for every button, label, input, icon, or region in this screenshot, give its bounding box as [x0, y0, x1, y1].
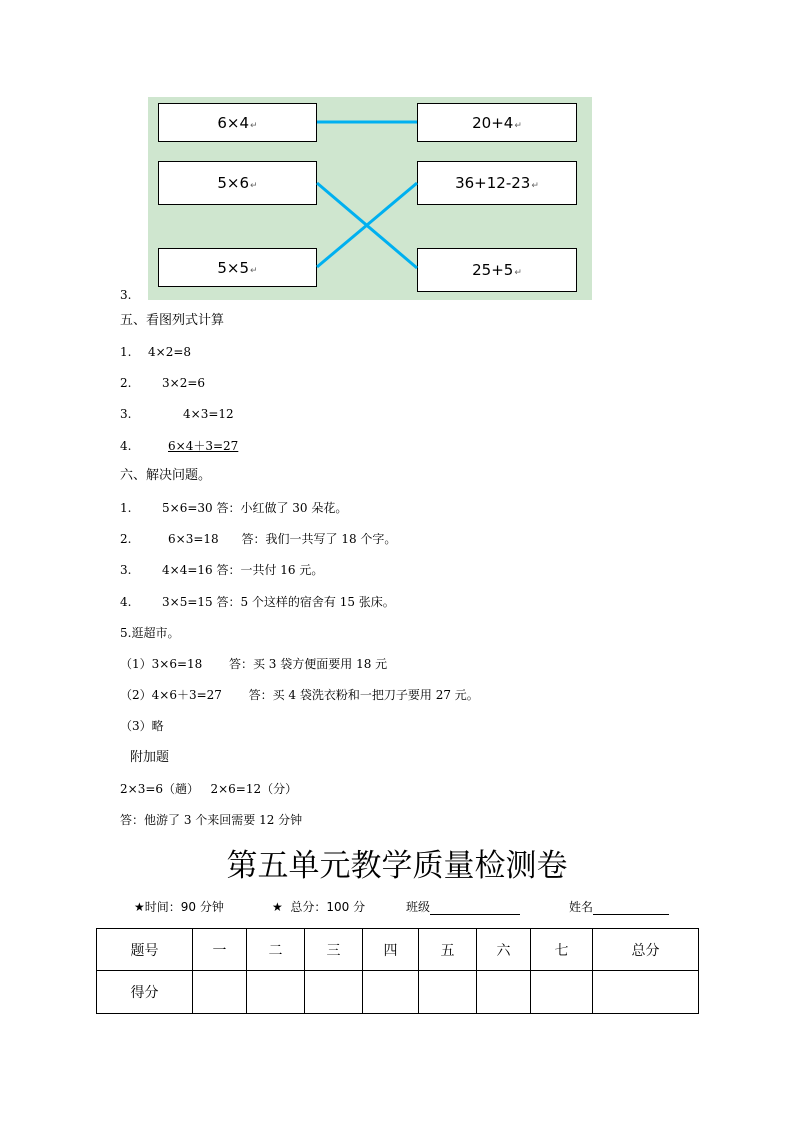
- matching-panel: [148, 97, 592, 300]
- class-label: 班级: [406, 900, 431, 914]
- left-box-2-text: 5×6: [217, 174, 250, 192]
- name-blank[interactable]: [593, 902, 669, 915]
- header-cell: 七: [531, 929, 593, 971]
- left-box-3-text: 5×5: [217, 258, 250, 277]
- score-cell[interactable]: [363, 971, 419, 1014]
- name-label: 姓名: [569, 900, 594, 914]
- extra-question-line: 2×3=6（趟） 2×6=12（分）: [120, 782, 298, 796]
- item-number: 3.: [120, 288, 132, 302]
- score-cell[interactable]: [193, 971, 247, 1014]
- section6-item-num: 2.: [120, 532, 132, 546]
- section5-heading: 五、看图列式计算: [120, 313, 225, 328]
- score-cell[interactable]: [531, 971, 593, 1014]
- score-cell[interactable]: [593, 971, 699, 1014]
- exam-title: 第五单元教学质量检测卷: [226, 848, 568, 884]
- section6-heading: 六、解决问题。: [120, 468, 212, 483]
- return-mark: ↵: [514, 120, 522, 131]
- section5-item-text: 3×2=6: [162, 376, 206, 390]
- section6-item5-sub: （2）4×6＋3=27 答：买 4 袋洗衣粉和一把刀子要用 27 元。: [120, 688, 479, 702]
- right-box-2-text: 36+12-23: [455, 174, 531, 192]
- score-table: [96, 928, 699, 1014]
- section6-item5-sub: （3）略: [120, 719, 164, 733]
- score-cell[interactable]: [305, 971, 363, 1014]
- return-mark: ↵: [531, 181, 539, 191]
- section5-item-num: 3.: [120, 407, 132, 421]
- header-cell: 二: [247, 929, 305, 971]
- section5-item-num: 4.: [120, 439, 132, 453]
- return-mark: ↵: [250, 181, 258, 191]
- header-cell: 六: [477, 929, 531, 971]
- section6-item5-sub: （1）3×6=18 答：买 3 袋方便面要用 18 元: [120, 657, 388, 671]
- section5-item-num: 1.: [120, 345, 132, 359]
- left-box-1-text: 6×4: [217, 113, 250, 132]
- section5-item-text: 6×4＋3=27: [168, 439, 239, 453]
- header-cell: 三: [305, 929, 363, 971]
- right-box-1-text: 20+4: [472, 113, 514, 132]
- right-box-3-text: 25+5: [472, 261, 514, 279]
- time-label: ★时间：90 分钟: [134, 900, 224, 914]
- section6-item-num: 3.: [120, 563, 132, 577]
- score-cell[interactable]: [477, 971, 531, 1014]
- matching-lines: [148, 97, 592, 300]
- score-table-header-row: [97, 929, 699, 971]
- score-cell[interactable]: [419, 971, 477, 1014]
- section6-item-text: 5×6=30 答：小红做了 30 朵花。: [162, 501, 348, 515]
- return-mark: ↵: [250, 120, 258, 131]
- section6-item-num: 4.: [120, 595, 132, 609]
- class-blank[interactable]: [430, 902, 520, 915]
- class-field[interactable]: [406, 899, 520, 915]
- header-cell: 一: [193, 929, 247, 971]
- score-row-label: 得分: [97, 971, 193, 1014]
- header-cell: 题号: [97, 929, 193, 971]
- header-cell: 总分: [593, 929, 699, 971]
- section6-item-text: 6×3=18 答：我们一共写了 18 个字。: [168, 532, 397, 546]
- section6-item-num: 1.: [120, 501, 132, 515]
- return-mark: ↵: [514, 268, 522, 278]
- return-mark: ↵: [250, 265, 258, 276]
- extra-question-answer: 答：他游了 3 个来回需要 12 分钟: [120, 813, 303, 827]
- section6-item5-title: 5.逛超市。: [120, 626, 180, 640]
- header-cell: 四: [363, 929, 419, 971]
- total-score-label: ★ 总分：100 分: [272, 900, 366, 914]
- section5-item-num: 2.: [120, 376, 132, 390]
- score-cell[interactable]: [247, 971, 305, 1014]
- section5-item-text: 4×2=8: [148, 345, 192, 359]
- section6-item-text: 3×5=15 答：5 个这样的宿舍有 15 张床。: [162, 595, 395, 609]
- section6-item-text: 4×4=16 答：一共付 16 元。: [162, 563, 324, 577]
- name-field[interactable]: [569, 899, 669, 915]
- extra-question-title: 附加题: [130, 750, 170, 765]
- section5-item-text: 4×3=12: [183, 407, 234, 421]
- header-cell: 五: [419, 929, 477, 971]
- score-table-score-row: [97, 971, 699, 1014]
